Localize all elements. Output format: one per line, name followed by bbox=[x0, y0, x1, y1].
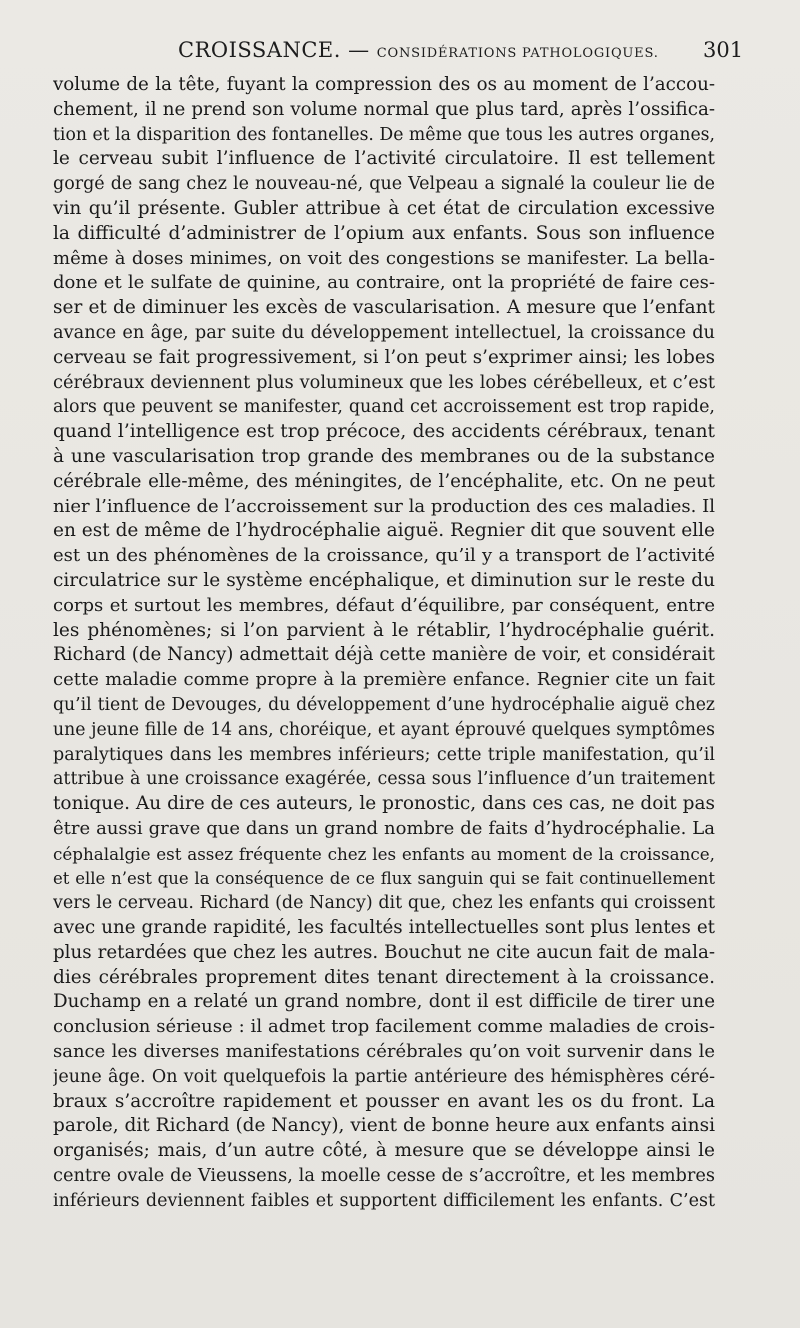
text-line: vin qu’il présente. Gubler attribue à cet état de circulation excessive bbox=[53, 197, 715, 219]
text-line: avec une grande rapidité, les facultés intellectuelles sont plus lentes et bbox=[53, 917, 715, 939]
text-line: attribue à une croissance exagérée, cessa sous l’influence d’un traitement bbox=[53, 769, 715, 790]
text-line: centre ovale de Vieussens, la moelle cesse de s’accroître, et les membres bbox=[53, 1166, 715, 1187]
text-line: ser et de diminuer les excès de vascularisation. A mesure que l’enfant bbox=[53, 297, 715, 319]
text-line: organisés; mais, d’un autre côté, à mesure que se développe ainsi le bbox=[53, 1140, 715, 1162]
text-line: cerveau se fait progressivement, si l’on peut s’exprimer ainsi; les lobes bbox=[53, 346, 715, 368]
page-number: 301 bbox=[703, 38, 744, 62]
text-line: Richard (de Nancy) admettait déjà cette manière de voir, et considérait bbox=[53, 644, 715, 666]
running-title-sub: CONSIDÉRATIONS PATHOLOGIQUES. bbox=[376, 46, 659, 61]
text-line: cérébraux deviennent plus volumineux que les lobes cérébelleux, et c’est bbox=[53, 372, 715, 393]
running-title-main: CROISSANCE. — bbox=[178, 38, 377, 62]
text-line: vers le cerveau. Richard (de Nancy) dit que, chez les enfants qui croissent bbox=[53, 893, 715, 914]
text-line: parole, dit Richard (de Nancy), vient de bonne heure aux enfants ainsi bbox=[53, 1115, 715, 1137]
text-line: jeune âge. On voit quelquefois la partie antérieure des hémisphères céré- bbox=[53, 1066, 715, 1087]
text-line: done et le sulfate de quinine, au contraire, ont la propriété de faire ces- bbox=[53, 272, 715, 294]
text-line: conclusion sérieuse : il admet trop facilement comme maladies de crois- bbox=[53, 1016, 715, 1038]
text-line: corps et surtout les membres, défaut d’équilibre, par conséquent, entre bbox=[53, 594, 715, 616]
text-line: céphalalgie est assez fréquente chez les enfants au moment de la croissance, bbox=[53, 843, 715, 864]
text-line: circulatrice sur le système encéphalique, et diminution sur le reste du bbox=[53, 569, 715, 591]
text-line: tonique. Au dire de ces auteurs, le pronostic, dans ces cas, ne doit pas bbox=[53, 793, 715, 815]
text-line: plus retardées que chez les autres. Bouchut ne cite aucun fait de mala- bbox=[53, 941, 715, 963]
text-line: Duchamp en a relaté un grand nombre, dont il est difficile de tirer une bbox=[53, 991, 715, 1013]
body-text bbox=[53, 73, 715, 1214]
text-line: alors que peuvent se manifester, quand cet accroissement est trop rapide, bbox=[53, 397, 715, 418]
text-line: est un des phénomènes de la croissance, qu’il y a transport de l’activité bbox=[53, 545, 715, 567]
text-line: quand l’intelligence est trop précoce, des accidents cérébraux, tenant bbox=[53, 421, 715, 443]
text-line: tion et la disparition des fontanelles. De même que tous les autres organes, bbox=[53, 124, 715, 145]
text-line: inférieurs deviennent faibles et supportent difficilement les enfants. C’est bbox=[53, 1190, 715, 1211]
text-line: sance les diverses manifestations cérébrales qu’on voit survenir dans le bbox=[53, 1041, 715, 1063]
text-line: gorgé de sang chez le nouveau-né, que Velpeau a signalé la couleur lie de bbox=[53, 174, 715, 195]
text-line: la difficulté d’administrer de l’opium aux enfants. Sous son influence bbox=[53, 222, 715, 244]
text-line: dies cérébrales proprement dites tenant directement à la croissance. bbox=[53, 966, 715, 988]
text-line: qu’il tient de Devouges, du développement d’une hydrocéphalie aiguë chez bbox=[53, 694, 715, 715]
text-line: les phénomènes; si l’on parvient à le rétablir, l’hydrocéphalie guérit. bbox=[53, 619, 715, 641]
text-line: paralytiques dans les membres inférieurs; cette triple manifestation, qu’il bbox=[53, 744, 715, 765]
running-title bbox=[178, 38, 659, 62]
text-line: et elle n’est que la conséquence de ce flux sanguin qui se fait continuellement bbox=[53, 868, 715, 888]
text-line: nier l’influence de l’accroissement sur la production des ces maladies. Il bbox=[53, 495, 715, 517]
text-line: à une vascularisation trop grande des membranes ou de la substance bbox=[53, 445, 715, 467]
text-line: même à doses minimes, on voit des congestions se manifester. La bella- bbox=[53, 247, 715, 269]
text-line: le cerveau subit l’influence de l’activité circulatoire. Il est tellement bbox=[53, 148, 715, 170]
text-line: en est de même de l’hydrocéphalie aiguë. Regnier dit que souvent elle bbox=[53, 520, 715, 542]
text-line: chement, il ne prend son volume normal que plus tard, après l’ossifica- bbox=[53, 98, 715, 120]
text-line: être aussi grave que dans un grand nombre de faits d’hydrocéphalie. La bbox=[53, 817, 715, 839]
text-line: cérébrale elle-même, des méningites, de l’encéphalite, etc. On ne peut bbox=[53, 470, 715, 492]
running-header bbox=[0, 38, 800, 68]
text-line: une jeune fille de 14 ans, choréique, et ayant éprouvé quelques symptômes bbox=[53, 719, 715, 740]
text-line: avance en âge, par suite du développement intellectuel, la croissance du bbox=[53, 322, 715, 343]
text-line: braux s’accroître rapidement et pousser en avant les os du front. La bbox=[53, 1090, 715, 1112]
text-line: cette maladie comme propre à la première enfance. Regnier cite un fait bbox=[53, 669, 715, 691]
text-line: volume de la tête, fuyant la compression des os au moment de l’accou- bbox=[53, 74, 715, 95]
